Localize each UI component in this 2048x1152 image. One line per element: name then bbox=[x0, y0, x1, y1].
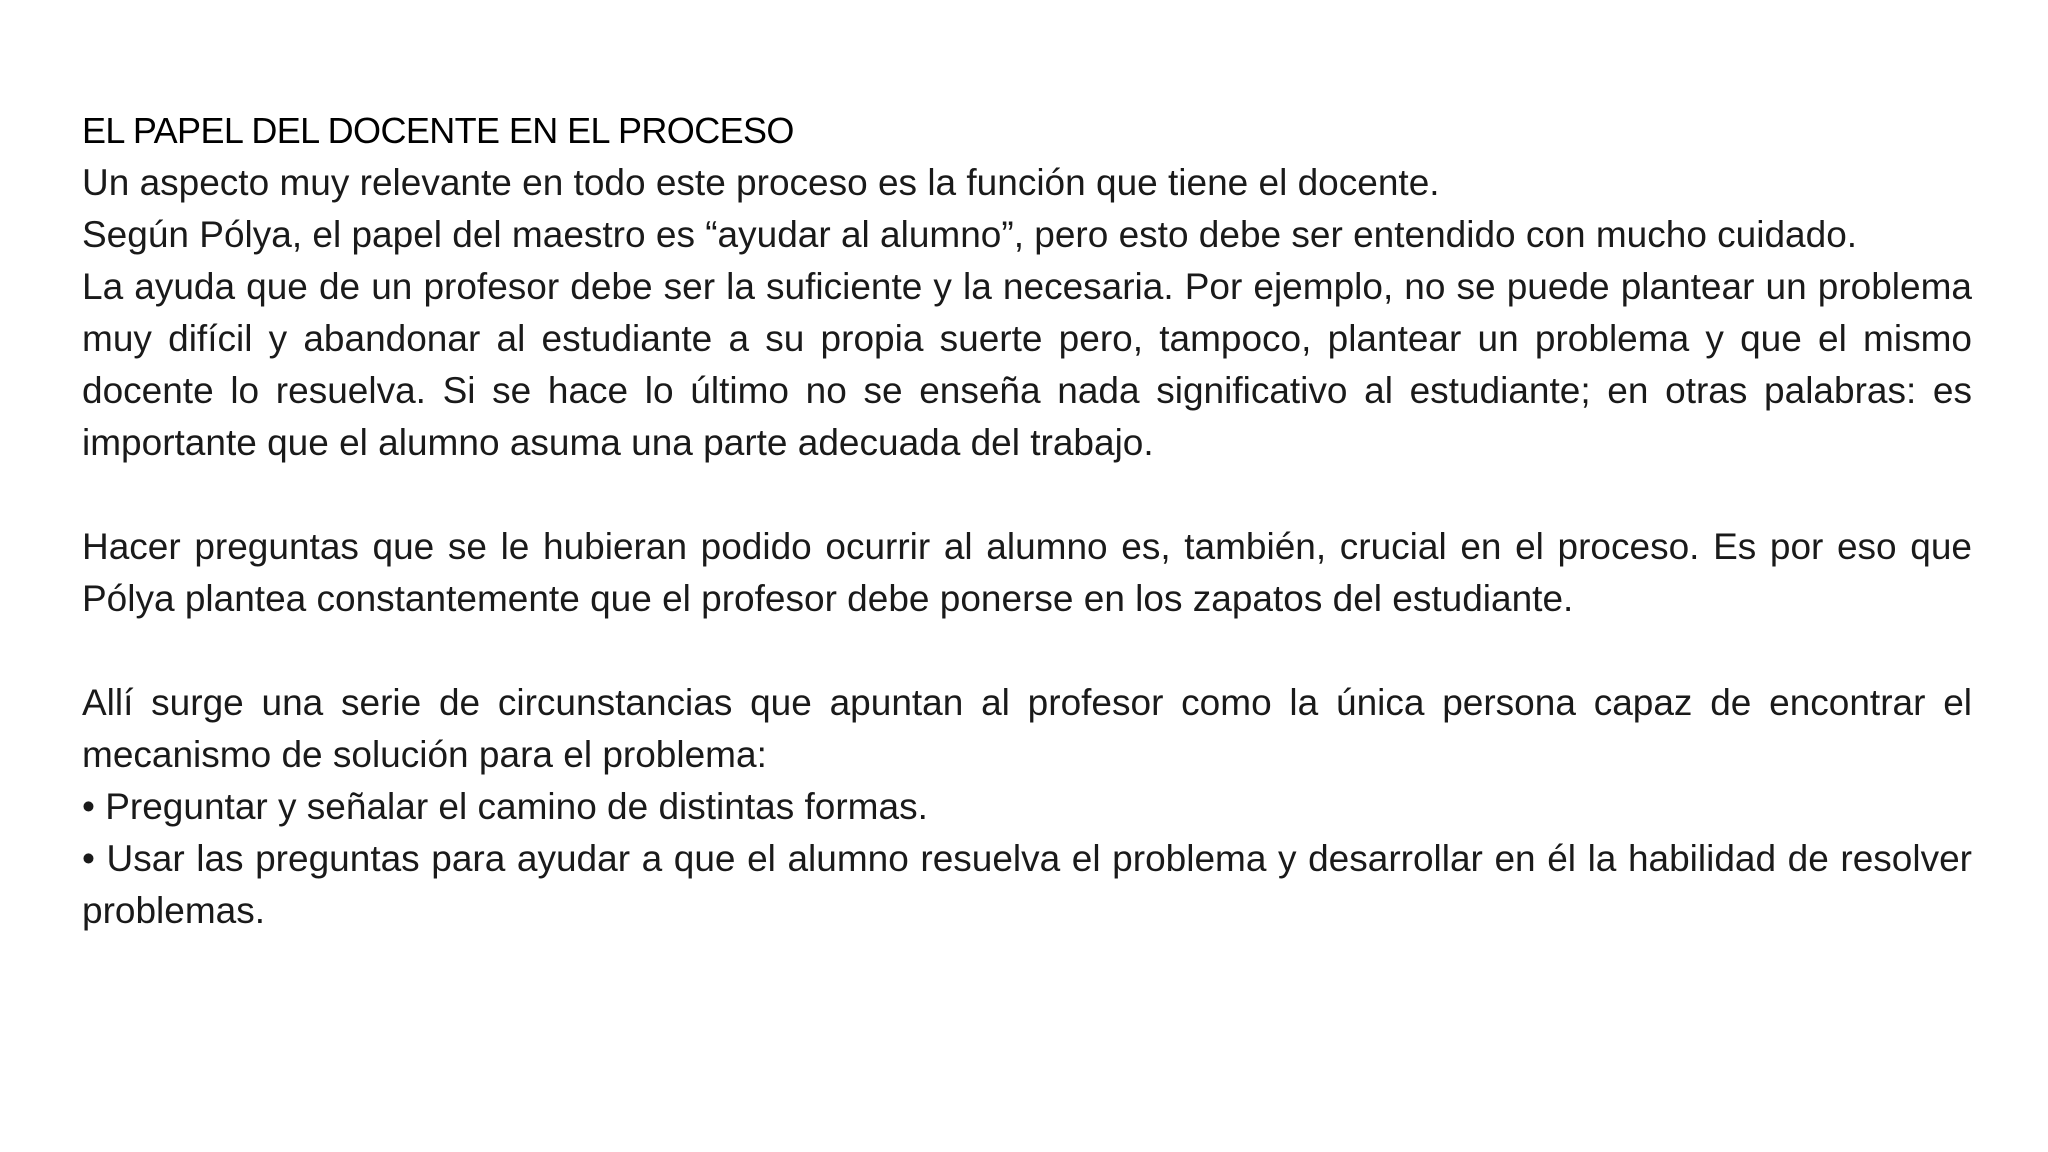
paragraph-intro-line: Un aspecto muy relevante en todo este proceso es la función que tiene el docente. bbox=[82, 162, 1440, 203]
paragraph-help-block: La ayuda que de un profesor debe ser la suficiente y la necesaria. Por ejemplo, no se puede plantear un problema muy difícil y abandonar al estudiante a su propia suerte pero, tampoco, plantear un problema y que el mismo docente lo resuelva. Si se hace lo último no se enseña nada significativo al estudiante; en otras palabras: es importante que el alumno asuma una parte adecuada del trabajo. bbox=[82, 266, 1972, 463]
bullet-item: • Preguntar y señalar el camino de distintas formas. bbox=[82, 786, 928, 827]
spacer bbox=[82, 625, 1972, 677]
slide-content bbox=[82, 105, 1972, 937]
paragraph-polya-line: Según Pólya, el papel del maestro es “ayudar al alumno”, pero esto debe ser entendido con mucho cuidado. bbox=[82, 214, 1858, 255]
spacer bbox=[82, 469, 1972, 521]
paragraph-questions: Hacer preguntas que se le hubieran podido ocurrir al alumno es, también, crucial en el proceso. Es por eso que Pólya plantea constantemente que el profesor debe ponerse en los zapatos del estudiante. bbox=[82, 526, 1972, 619]
slide-heading: EL PAPEL DEL DOCENTE EN EL PROCESO bbox=[82, 110, 794, 151]
paragraph-circumstances: Allí surge una serie de circunstancias que apuntan al profesor como la única persona capaz de encontrar el mecanismo de solución para el problema: bbox=[82, 682, 1972, 775]
bullet-item: • Usar las preguntas para ayudar a que el alumno resuelva el problema y desarrollar en él la habilidad de resolver problemas. bbox=[82, 838, 1972, 931]
